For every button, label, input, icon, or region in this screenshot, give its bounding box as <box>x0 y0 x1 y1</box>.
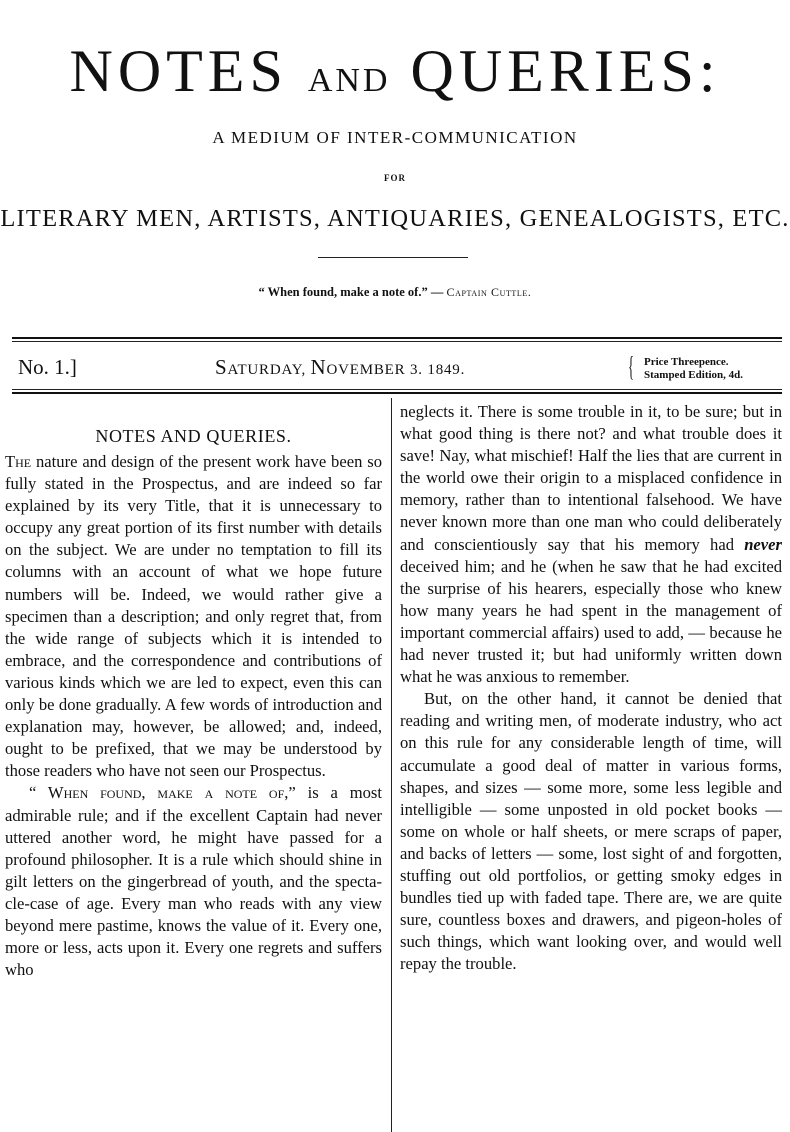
right-paragraph-2: But, on the other hand, it cannot be denied that reading and writing men, of moderate industry, who act on this rule for any considerable length of time, will accumulate a good deal of matter in various forms, shapes, and sizes — some more, some less legible and intelligible — some unposted in old pocket books — some on whole or half sheets, or mere scraps of paper, and backs of letters — some, lost sight of and forgotten, stuffing out old portfolios, or getting smoky edges in bundles tied up with faded tape. There are, we are quite sure, countless boxes and drawers, and pigeon-holes of such things, which want looking over, and would well repay the trouble. <box>400 689 782 974</box>
header-rule-bottom <box>12 392 782 394</box>
masthead-subtitle: A MEDIUM OF INTER-COMMUNICATION <box>212 128 578 147</box>
price-box <box>628 354 788 384</box>
masthead-divider <box>318 257 468 258</box>
masthead-motto <box>0 284 790 300</box>
price-line-2: Stamped Edition, 4d. <box>644 369 744 381</box>
date-month-rest: OVEMBER 3. 1849. <box>326 362 466 378</box>
motto-author: Captain Cuttle. <box>446 285 532 299</box>
title-and: AND <box>307 62 391 99</box>
price-brace-icon: { <box>628 352 635 383</box>
masthead-title <box>0 40 790 112</box>
left-p2-body: is a most admirable rule; and if the excellent Captain had never uttered another word, he might have passed for a profound philosopher. It is a rule which should shine in gilt letters on the gingerbread of youth, and the spectacle-case of age. Every man who reads with any view beyond mere pastime, knows the value of it. Every one, more or less, acts upon it. Every one regrets and suffers who <box>5 783 382 980</box>
left-paragraph-2 <box>5 782 382 981</box>
right-p1-emphasis: never <box>744 534 782 554</box>
masthead-for: FOR <box>384 173 406 183</box>
column-right <box>400 401 782 975</box>
masthead-audience: LITERARY MEN, ARTISTS, ANTIQUARIES, GENEALOGISTS, ETC. <box>0 205 790 232</box>
motto-quote: “ When found, make a note of.” — <box>258 285 444 299</box>
left-paragraph-1 <box>5 451 382 782</box>
date-initial-s: S <box>215 355 228 379</box>
left-p1-body: nature and design of the present work have been so fully stated in the Prospectus, and are indeed so far explained by its very Title, that it is unnecessary to occupy any great portion of its first number with details on the subject. We are under no temptation to fill its columns with an account of what we hope future numbers will be. Indeed, we would rather give a specimen than a description; and only regret that, from the wide range of subjects which it is intended to embrace, and the correspondence and contributions of various kinds which we are led to expect, even this can only be done gradually. A few words of introduction and explanation may, however, be allowed; and, indeed, ought to be prefixed, that we may be understood by those readers who have not seen our Prospectus. <box>5 452 382 781</box>
left-p2-lead: “ When found, make a note of,” <box>29 783 296 803</box>
header-rule-bottom-thin <box>12 389 782 390</box>
article-heading: NOTES AND QUERIES. <box>95 426 292 446</box>
issue-date <box>215 354 465 383</box>
right-paragraph-1 <box>400 401 782 688</box>
header-rule-top <box>12 337 782 339</box>
title-notes: NOTES <box>69 38 288 104</box>
price-line-1: Price Threepence. <box>644 356 729 368</box>
left-p1-lead: The <box>5 452 32 471</box>
header-rule-top-thin <box>12 341 782 342</box>
column-divider <box>391 398 392 1132</box>
date-weekday-rest: ATURDAY, <box>227 362 311 378</box>
issue-number: No. 1.] <box>18 355 77 379</box>
right-p1-part-a: neglects it. There is some trouble in it, to be sure; but in what good thing is there not? and what trouble does it save! Nay, what mischief! Half the lies that are current in the world owe their origin to a misplaced confidence in memory, rather than to intentional falsehood. We have never known more than one man who could deliberately and conscientiously say that his memory had <box>400 402 782 554</box>
title-queries: QUERIES: <box>410 38 721 104</box>
right-p1-part-b: deceived him; and he (when he saw that he had excited the surprise of his hearers, especially those who knew how many years he had spent in the management of important commercial affairs) used to add, — because he had never trusted it; but had uniformly written down what he was anxious to remember. <box>400 556 782 687</box>
date-initial-n: N <box>310 355 327 379</box>
column-left <box>5 451 382 981</box>
